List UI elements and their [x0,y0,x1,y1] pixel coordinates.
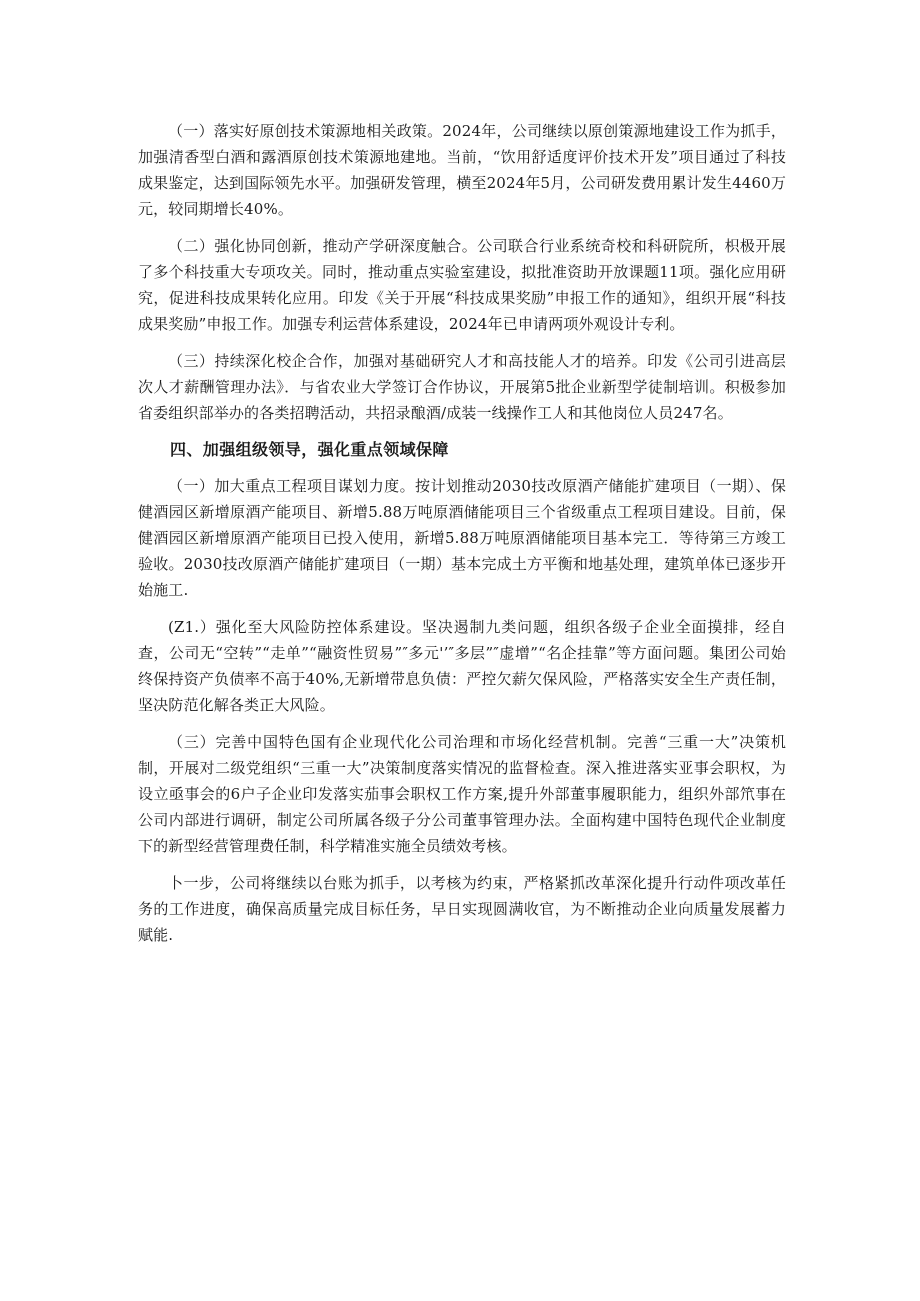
paragraph-collaboration: （二）强化协同创新，推动产学研深度触合。公司联合行业系统奇校和科研院所，枳极开展了多个科技重大专项攻关。同时，推动重点实验室建设，拟批准资助开放课题11项。强化应用研究，促进科技成果转化应用。印发《关于开展“科技成果奖励”申报工作的通知》，组织开展“科技成果奖励”申报工作。加强专利运营体系建设，2024年已申请两项外观设计专利。 [138,237,786,333]
section-heading: 四、加强组级领导，强化重点领域保障 [170,440,449,459]
paragraph-risk-control: (Z1.）强化至大风险防控体系建设。坚决遏制九类问题，组织各级子企业全面摸排，经自查，公司无“空转”“走单”“融资性贸易”″多元'’″多层”″虚增”“名企挂靠”等方面问题。集团公司始终保持资产负债率不高于40%,无新增带息负债：严控欠薪欠保风险，严格落实安全生产责任制，坚决防范化解各类正大风险。 [138,618,786,714]
paragraph-governance: （三）完善中国特色国有企业现代化公司治理和市场化经营机制。完善“三重一大”决策机制，开展对二级党组织“三重一大”决策制度落实情况的监督检查。深入推进落实亚事会职权，为设立亟事会的6户子企业印发落实茄事会职权工作方案,提升外部董事履职能力，组织外部笊事在公司内部进行调研，制定公司所属各级子分公司董事管理办法。全面构建中国特色现代企业制度下的新型经营管理费任制，科学精准实施全员绩效考核。 [138,733,786,855]
paragraph-key-projects: （一）加大重点工程项目谋划力度。按计划推动2030技改原酒产储能扩建项目（一期）、保健酒园区新增原酒产能项目、新增5.88万吨原酒储能项目三个省级重点工程项目建设。目前，保健酒园区新增原酒产能项目已投入使用，新增5.88万吨原酒储能项目基本完工．等待第三方竣工验收。2030技改原酒产储能扩建项目（一期）基本完成土方平衡和地基处理，建筑单体已逐步开始施工. [138,477,786,599]
paragraph-school-enterprise: （三）持续深化校企合作，加强对基础研究人才和高技能人才的培养。印发《公司引进高层次人才薪酬管理办法》．与省农业大学签订合作协议，开展第5批企业新型学徒制培训。积极参加省委组织部举办的各类招聘活动，共招录酿酒/成装一线操作工人和其他岗位人员247名。 [138,352,786,422]
paragraph-policy: （一）落实好原创技术策源地相关政策。2024年，公司继续以原创策源地建设工作为抓手，加强清香型白酒和露酒原创技术策源地建地。当前，“饮用舒适度评价技术开发”项目通过了科技成果鉴定，达到国际领先水平。加强研发管理，横至2024年5月，公司研发费用累计发生4460万元，较同期增长40%。 [138,122,786,218]
document-body [138,118,786,959]
paragraph-next-step: 卜一步，公司将继续以台账为抓手，以考核为约束，严格紧抓改革深化提升行动件项改革任务的工作进度，确保高质量完成目标任务，早日实现圆满收官，为不断推动企业向质量发展蓄力赋能. [138,874,786,944]
